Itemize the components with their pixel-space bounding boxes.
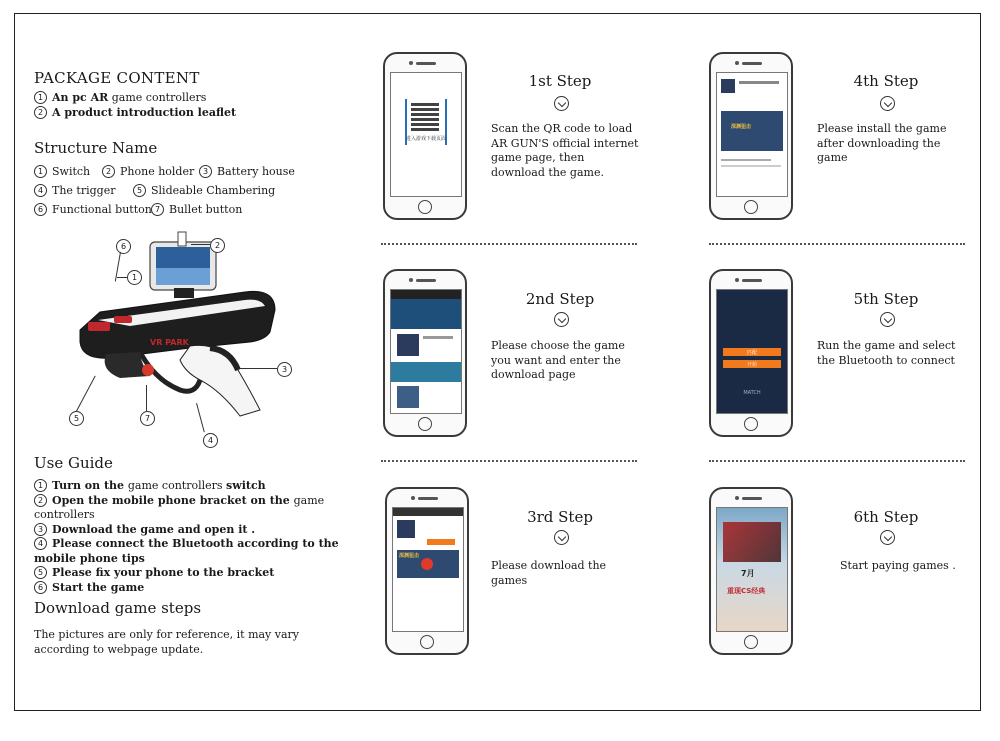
bullet-button-part [142,364,154,376]
callout-1: 1 [127,270,142,285]
step-2-desc: Please choose the game you want and enter the download page [491,339,625,381]
phone-screen-install [716,72,788,197]
step-5-desc: Run the game and select the Bluetooth to connect [817,339,956,367]
use-guide-item: 3 Download the game and open it . [34,523,344,538]
phone-step-3 [385,487,469,655]
phone-step-1 [383,52,467,220]
phone-screen-qr [390,72,462,197]
gun-brand-text: VR PARK [150,338,189,347]
game-title-text: 深渊狙击 [731,124,752,130]
use-guide-item: 1 Turn on the game controllers switch [34,479,344,494]
phone-screen-bluetooth [716,289,788,414]
phone-screen-download [392,507,464,632]
leader-line [191,244,210,245]
holder-clamp [178,232,186,246]
step-2-title: 2nd Step [525,290,595,308]
game-title-text: 深渊狙击 [399,553,420,559]
separator [381,460,637,462]
structure-part: 3 Battery house [199,165,295,178]
callout-6: 6 [116,239,131,254]
use-guide-list [34,479,344,595]
use-guide-item: 5 Please fix your phone to the bracket [34,566,344,581]
structure-part: 6 Functional button [34,203,152,216]
chevron-down-icon [880,312,895,327]
holder-arm [174,288,194,298]
orange-button-1: 匹配 [746,350,757,356]
chevron-down-icon [554,96,569,111]
package-item: 1 An pc AR game controllers [34,91,236,106]
structure-part: 2 Phone holder [102,165,194,178]
structure-part: 4 The trigger [34,184,115,197]
step-4-desc: Please install the game after downloading the game [817,122,947,164]
step-3-desc: Please download the games [491,559,607,587]
structure-part: 7 Bullet button [151,203,242,216]
phone-step-6 [709,487,793,655]
separator [381,243,637,245]
package-title: PACKAGE CONTENT [34,69,200,87]
poster-line-2: 重现CS经典 [727,587,766,595]
phone-screen-poster [716,507,788,632]
use-guide-item: 6 Start the game [34,581,344,596]
phone-step-5 [709,269,793,437]
callout-7: 7 [140,411,155,426]
callout-4: 4 [203,433,218,448]
holder-phone-screen-sky [156,268,210,285]
qr-caption: 进入游戏下载页面 [405,136,446,142]
use-guide-title: Use Guide [34,454,113,472]
phone-screen-gamelist [390,289,462,414]
chevron-down-icon [554,312,569,327]
step-3-title: 3rd Step [527,508,593,526]
step-1-title: 1st Step [528,72,592,90]
switch-part [114,316,132,323]
callout-2: 2 [210,238,225,253]
orange-button-2: 开始 [746,362,757,368]
step-5-title: 5th Step [853,290,919,308]
structure-title: Structure Name [34,139,158,157]
download-note: The pictures are only for reference, it may vary according to webpage update. [34,628,300,656]
download-title: Download game steps [34,599,202,617]
functional-button-part [88,322,110,331]
package-item: 2 A product introduction leaflet [34,106,236,121]
use-guide-item: 2 Open the mobile phone bracket on the game controllers [34,493,325,521]
chevron-down-icon [880,530,895,545]
separator [709,243,965,245]
separator [709,460,965,462]
chevron-down-icon [554,530,569,545]
step-6-desc: Start paying games . [840,559,956,572]
match-label: MATCH [743,390,761,396]
qr-code [411,103,439,131]
poster-line-1: 7月 [741,569,755,578]
phone-step-4 [709,52,793,220]
leader-line [117,277,127,278]
chevron-down-icon [880,96,895,111]
phone-step-2 [383,269,467,437]
step-4-title: 4th Step [853,72,919,90]
leader-line [146,385,147,411]
structure-part: 5 Slideable Chambering [133,184,275,197]
structure-part: 1 Switch [34,165,90,178]
ar-gun-illustration [70,230,300,430]
leader-line [240,368,277,369]
gun-grip [180,345,260,416]
callout-5: 5 [69,411,84,426]
callout-3: 3 [277,362,292,377]
step-1-desc: Scan the QR code to load AR GUN'S official internet game page, then download the game. [491,122,639,179]
use-guide-item: 4 Please connect the Bluetooth according to the mobile phone tips [34,537,339,565]
package-list [34,91,236,120]
step-6-title: 6th Step [853,508,919,526]
